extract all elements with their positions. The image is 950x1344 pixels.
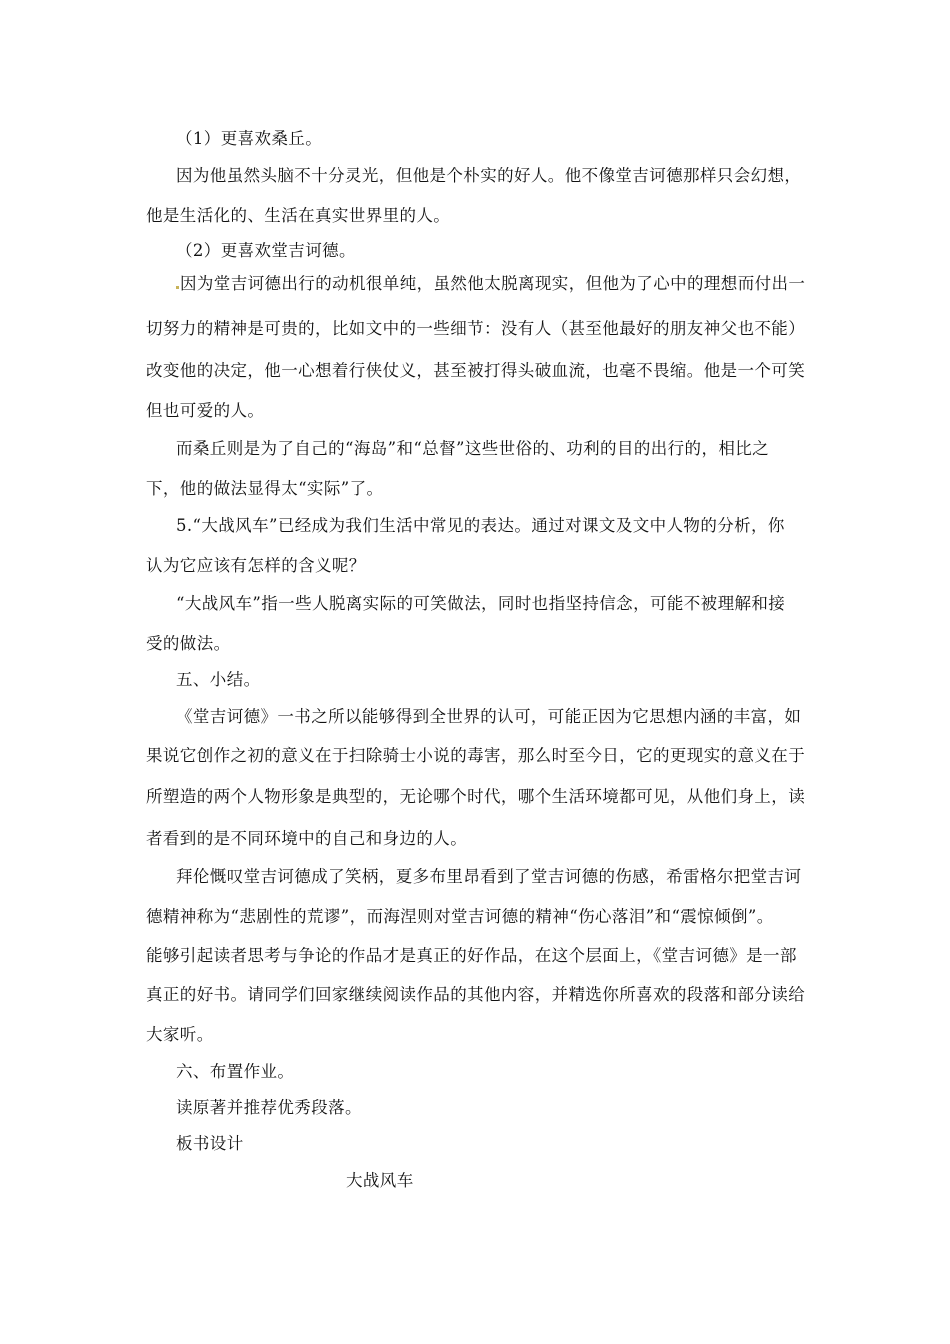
paragraph-line: 者看到的是不同环境中的自己和身边的人。	[146, 829, 468, 848]
paragraph-line: 因为他虽然头脑不十分灵光，但他是个朴实的好人。他不像堂吉诃德那样只会幻想，	[176, 166, 802, 185]
paragraph-line: 改变他的决定，他一心想着行侠仗义，甚至被打得头破血流，也毫不畏缩。他是一个可笑	[146, 361, 806, 380]
paragraph-line: 受的做法。	[146, 634, 231, 653]
section-heading-summary: 五、小结。	[176, 670, 261, 689]
paragraph-line: 认为它应该有怎样的含义呢？	[146, 556, 366, 575]
board-design-heading: 板书设计	[176, 1134, 244, 1153]
paragraph-line: 能够引起读者思考与争论的作品才是真正的好作品，在这个层面上，《堂吉诃德》是一部	[146, 946, 797, 965]
paragraph-line: 而桑丘则是为了自己的“海岛”和“总督”这些世俗的、功利的目的出行的，相比之	[176, 439, 770, 458]
paragraph-line: 切努力的精神是可贵的，比如文中的一些细节：没有人（甚至他最好的朋友神父也不能）	[146, 319, 806, 338]
paragraph-line: 但也可爱的人。	[146, 401, 265, 420]
paragraph-line: “大战风车”指一些人脱离实际的可笑做法，同时也指坚持信念，可能不被理解和接	[176, 594, 786, 613]
paragraph-line: 拜伦慨叹堂吉诃德成了笑柄，夏多布里昂看到了堂吉诃德的伤感，希雷格尔把堂吉诃	[176, 867, 802, 886]
paragraph-line: 下，他的做法显得太“实际”了。	[146, 479, 384, 498]
paragraph-line: 《堂吉诃德》一书之所以能够得到全世界的认可，可能正因为它思想内涵的丰富，如	[176, 707, 802, 726]
section-heading-homework: 六、布置作业。	[176, 1062, 295, 1081]
answer-1-heading: （1）更喜欢桑丘。	[176, 129, 323, 148]
paragraph-line: 读原著并推荐优秀段落。	[176, 1098, 362, 1117]
paragraph-line-text: 因为堂吉诃德出行的动机很单纯，虽然他太脱离现实，但他为了心中的理想而付出一	[180, 274, 806, 293]
paragraph-line: 真正的好书。请同学们回家继续阅读作品的其他内容，并精选你所喜欢的段落和部分读给	[146, 985, 806, 1004]
paragraph-line: 果说它创作之初的意义在于扫除骑士小说的毒害，那么时至今日，它的更现实的意义在于	[146, 746, 806, 765]
answer-2-heading: （2）更喜欢堂吉诃德。	[176, 241, 356, 260]
paragraph-line: 他是生活化的、生活在真实世界里的人。	[146, 206, 451, 225]
board-design-title: 大战风车	[346, 1171, 414, 1190]
marker-dot	[176, 286, 179, 289]
question-5: 5.“大战风车”已经成为我们生活中常见的表达。通过对课文及文中人物的分析，你	[176, 516, 785, 535]
paragraph-line: 德精神称为“悲剧性的荒谬”，而海涅则对堂吉诃德的精神“伤心落泪”和“震惊倾倒”。	[146, 907, 774, 926]
paragraph-line: 大家听。	[146, 1025, 214, 1044]
paragraph-line: 所塑造的两个人物形象是典型的，无论哪个时代，哪个生活环境都可见，从他们身上，读	[146, 787, 806, 806]
paragraph-line	[176, 273, 805, 295]
